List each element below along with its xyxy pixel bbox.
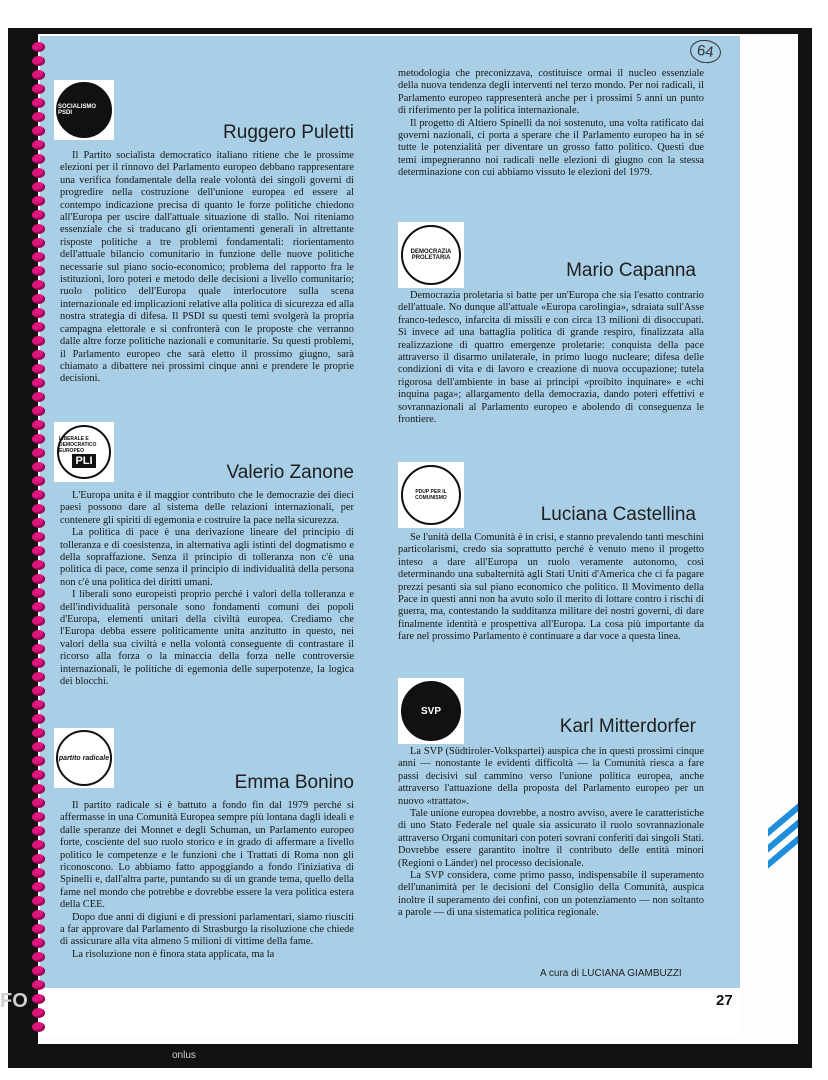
spiral-ring <box>32 504 45 514</box>
spiral-ring <box>32 84 45 94</box>
spiral-ring <box>32 392 45 402</box>
mitterdorfer-text <box>398 746 704 920</box>
spiral-ring <box>32 672 45 682</box>
paragraph: La risoluzione non è finora stata applicata, ma la <box>72 948 275 960</box>
paragraph: L'Europa unita è il maggior contributo che le democrazie dei dieci paesi possono dare al sistema delle relazioni internazionali, per contenere gli spiriti di egemonia e costruire la pace nella sicurezza. <box>60 490 354 526</box>
castellina-text <box>398 532 704 644</box>
paragraph: I liberali sono europeisti proprio perché i valori della tolleranza e dell'individualità personale sono fondamenti comuni dei popoli d'Europa, elementi unitari della civiltà europea. Crediamo che l'Europa debba essere politicamente unita anzitutto in questo, nei valori della sua civiltà e nella volontà conseguente di contrastare il ricorso alla forza o la minaccia della forza nelle controversie internazionali, le politiche di egemonia delle superpotenze, la logica dei blocchi. <box>60 589 354 688</box>
paragraph: Tale unione europea dovrebbe, a nostro avviso, avere le caratteristiche di uno Stato Federale nel quale sia assicurato il ruolo sovrannazionale attraverso Organi comunitari con poteri sovrani conferiti dai singoli Stati. Dovrebbe essere garantito inoltre il contributo delle entità minori (Regioni o Länder) nel processo decisionale. <box>398 808 704 869</box>
spiral-ring <box>32 182 45 192</box>
spiral-ring <box>32 546 45 556</box>
spiral-ring <box>32 378 45 388</box>
paragraph: metodologia che preconizzava, costituisce ormai il nucleo essenziale della nuova tendenza degli interventi nel terzo mondo. Per noi radicali, il Parlamento europeo rappresenterà anche per i prossimi 5 anni un punto di riferimento per la politica internazionale. <box>398 68 704 117</box>
spiral-ring <box>32 434 45 444</box>
spiral-ring <box>32 602 45 612</box>
spiral-ring <box>32 910 45 920</box>
paragraph: La politica di pace è una derivazione lineare del principio di tolleranza e di coesistenza, in alternativa agli istinti del dogmatismo e della sopraffazione. Senza il principio di tolleranza non c'è una politica di pace, come senza il principio di individualità della persona non c'è una politica dei diritti umani. <box>60 527 354 588</box>
spiral-ring <box>32 364 45 374</box>
zanone-text <box>60 490 354 689</box>
spiral-ring <box>32 756 45 766</box>
spiral-ring <box>32 574 45 584</box>
spiral-ring <box>32 126 45 136</box>
pdup-logo-text: PDUP PER IL COMUNISMO <box>415 489 447 501</box>
spiral-ring <box>32 882 45 892</box>
paragraph: Il partito radicale si è battuto a fondo fin dal 1979 perché si affermasse in una Comunità Europea sempre più lontana dagli ideali e dalle speranze dei Monnet e degli Schuman, un Parlamento europeo forte, cosciente del suo ruolo storico e in grado di affermare a livello politico le competenze e le funzioni che i Trattati di Roma non gli riconoscono. Lo abbiamo fatto appoggiando a fondo l'iniziativa di Spinelli e, dall'altra parte, puntando su di un grande tema, quello della fame nel mondo che potrebbe e dovrebbe essere la vera politica estera della CEE. <box>60 800 354 911</box>
dp-logo <box>398 222 464 288</box>
paragraph: Il progetto di Altiero Spinelli da noi sostenuto, una volta ratificato dai governi nazionali, ci porta a sperare che il Parlamento europeo ha in sé tutte le potenzialità per diventare un grosso fatto politico. Questi due temi impegneranno noi radicali nelle elezioni di giugno con la stessa determinazione con cui abbiamo vissuto le elezioni del 1979. <box>398 117 704 179</box>
spiral-binding <box>32 38 48 1038</box>
spiral-ring <box>32 616 45 626</box>
article-credit: A cura di LUCIANA GIAMBUZZI <box>540 968 682 979</box>
spiral-ring <box>32 1022 45 1032</box>
page-number: 27 <box>716 992 733 1009</box>
spiral-ring <box>32 854 45 864</box>
paragraph: Democrazia proletaria si batte per un'Europa che sia l'esatto contrario dell'attuale. No dunque all'attuale «Europa carolingia», sdraiata sull'Asse franco-tedesco, infarcita di missili e con circa 13 milioni di disoccupati. Sì invece ad una battaglia politica di grande respiro, finalizzata alla realizzazione di quattro emergenze proletarie: conquista della pace attraverso il disarmo unilaterale, in primo luogo nucleare; difesa delle condizioni di vita e di lavoro e creazione di nuova occupazione; tutela rigorosa dell'ambiente in base ai principi «proibito inquinare» e «chi inquina paga»; allargamento della democrazia, dando poteri effettivi e sovrannazionali al Parlamento europeo e abolendo di conseguenza le frontiere. <box>398 290 704 426</box>
spiral-ring <box>32 448 45 458</box>
svp-logo-text: SVP <box>420 705 441 717</box>
paragraph: La SVP (Südtiroler-Volkspartei) auspica che in questi prossimi cinque anni — nonostante le evidenti difficoltà — la Comunità riesca a fare passi decisivi sul cammino verso l'unione politica europea, anche attraverso l'attuazione della proposta del Parlamento europeo per un nuovo «trattato». <box>398 746 704 807</box>
spiral-ring <box>32 868 45 878</box>
spiral-ring <box>32 644 45 654</box>
spiral-ring <box>32 294 45 304</box>
spiral-ring <box>32 938 45 948</box>
spiral-ring <box>32 238 45 248</box>
spiral-ring <box>32 210 45 220</box>
spiral-ring <box>32 406 45 416</box>
spiral-ring <box>32 224 45 234</box>
bonino-text <box>60 800 354 961</box>
spiral-ring <box>32 322 45 332</box>
psdi-logo <box>54 80 114 140</box>
spiral-ring <box>32 840 45 850</box>
radicale-logo <box>54 728 114 788</box>
spiral-ring <box>32 336 45 346</box>
hammer-sickle-icon <box>401 465 461 525</box>
spiral-ring <box>32 560 45 570</box>
spiral-ring <box>32 154 45 164</box>
radicale-logo-text: partito radicale <box>58 754 110 762</box>
spiral-ring <box>32 770 45 780</box>
spiral-ring <box>32 140 45 150</box>
pli-logo-ring: LIBERALE E DEMOCRATICO EUROPEO <box>59 436 97 454</box>
dp-emblem-icon <box>401 225 461 285</box>
spiral-ring <box>32 924 45 934</box>
pdup-logo <box>398 462 464 528</box>
spiral-ring <box>32 532 45 542</box>
capanna-name: Mario Capanna <box>566 260 696 281</box>
spiral-ring <box>32 252 45 262</box>
spiral-ring <box>32 70 45 80</box>
spiral-ring <box>32 56 45 66</box>
watermark-left: FO <box>0 990 28 1012</box>
spiral-ring <box>32 350 45 360</box>
pli-logo-text: PLI <box>72 454 95 468</box>
spiral-ring <box>32 980 45 990</box>
bonino-continued-text <box>398 68 704 180</box>
pli-logo <box>54 422 114 482</box>
spiral-ring <box>32 196 45 206</box>
spiral-ring <box>32 280 45 290</box>
paragraph: La SVP considera, come primo passo, indispensabile il superamento dell'unanimità per le decisioni del Consiglio della Comunità, auspica inoltre il superamento dei confini, con un potenziamento — non soltanto a parole — di una sistematica politica regionale. <box>398 870 704 919</box>
puletti-text <box>60 150 354 386</box>
spiral-ring <box>32 798 45 808</box>
spiral-ring <box>32 266 45 276</box>
spiral-ring <box>32 518 45 528</box>
paragraph: Se l'unità della Comunità è in crisi, e stanno prevalendo tanti meschini particolarismi, credo sia soprattutto perché è venuto meno il progetto inteso a dare all'Europa un ruolo veramente autonomo, così determinando una subalternità agli Stati Uniti d'America che ci fa pagare prezzi pesanti sia sul piano economico che politico. Il Movimento della Pace in questi anni non ha avuto solo il merito di lottare contro i rischi di guerra, ma, contestando la sudditanza militare dei nostri governi, di dare finalmente identità e prospettiva all'Europa. La cosa più importante da fare nel prossimo Parlamento è continuare a dar voce a questa linea. <box>398 532 704 643</box>
spiral-ring <box>32 826 45 836</box>
spiral-ring <box>32 714 45 724</box>
spiral-ring <box>32 476 45 486</box>
spiral-ring <box>32 308 45 318</box>
mitterdorfer-name: Karl Mitterdorfer <box>559 716 696 737</box>
pli-emblem-icon <box>57 425 111 479</box>
spiral-ring <box>32 1008 45 1018</box>
edelweiss-icon <box>401 681 461 741</box>
decorative-stripes <box>764 808 804 868</box>
spiral-ring <box>32 896 45 906</box>
spiral-ring <box>32 588 45 598</box>
spiral-ring <box>32 462 45 472</box>
svp-logo <box>398 678 464 744</box>
spiral-ring <box>32 966 45 976</box>
paragraph: Il Partito socialista democratico italiano ritiene che le prossime elezioni per il rinnovo del Parlamento europeo debbano rappresentare una verifica fondamentale della reale volontà dei singoli governi di progredire nella costruzione dell'unione europea ed essere al contempo indicazione precisa di quanto le forze politiche chiedono all'Europa per uscire dall'attuale situazione di stallo. Noi riteniamo essenziale che si traducano gli orientamenti generali in altrettante risposte politiche a tre problemi fondamentali: riorientamento dell'attuale bilancio comunitario in funzione delle nuove politiche necessarie sul piano socio-economico; problema del rapporto fra le istituzioni, loro poteri e metodo delle decisioni a livello comunitario; ruolo politico dell'Europa quale interlocutore sulla scena internazionale ed implicazioni relative alla politica di sicurezza ed alla nostra strategia di difesa. Il PSDI su questi temi svolgerà la propria campagna elettorale e si confronterà con le proposte che verranno dalle altre forze politiche nazionali e comunitarie. Su questi problemi, il Parlamento europeo che sarà eletto il prossimo giugno, sarà chiamato a dibattere nei prossimi cinque anni e prendere le proprie decisioni. <box>60 150 354 385</box>
spiral-ring <box>32 112 45 122</box>
spiral-ring <box>32 812 45 822</box>
spiral-ring <box>32 98 45 108</box>
handwritten-mark: 64 <box>689 38 723 65</box>
puletti-name: Ruggero Puletti <box>223 122 354 143</box>
spiral-ring <box>32 686 45 696</box>
spiral-ring <box>32 994 45 1004</box>
castellina-name: Luciana Castellina <box>540 504 696 525</box>
spiral-ring <box>32 420 45 430</box>
spiral-ring <box>32 952 45 962</box>
paragraph: Dopo due anni di digiuni e di pressioni parlamentari, siamo riusciti a far approvare dal Parlamento di Strasburgo la risoluzione che chiede di assicurare alla vita almeno 5 milioni di vittime della fame. <box>60 911 354 948</box>
psdi-emblem-icon <box>56 82 112 138</box>
spiral-ring <box>32 742 45 752</box>
zanone-name: Valerio Zanone <box>226 462 354 483</box>
page-footer <box>40 988 740 1036</box>
watermark-bottom: onlus <box>172 1050 196 1061</box>
spiral-ring <box>32 658 45 668</box>
dp-logo-text: DEMOCRAZIA PROLETARIA <box>410 249 452 261</box>
spiral-ring <box>32 42 45 52</box>
capanna-text <box>398 290 704 426</box>
spiral-ring <box>32 490 45 500</box>
psdi-logo-text: SOCIALISMO PSDI <box>58 104 97 116</box>
rose-emblem-icon <box>56 730 112 786</box>
spiral-ring <box>32 728 45 738</box>
spiral-ring <box>32 700 45 710</box>
spiral-ring <box>32 630 45 640</box>
bonino-name: Emma Bonino <box>234 772 354 793</box>
spiral-ring <box>32 784 45 794</box>
spiral-ring <box>32 168 45 178</box>
